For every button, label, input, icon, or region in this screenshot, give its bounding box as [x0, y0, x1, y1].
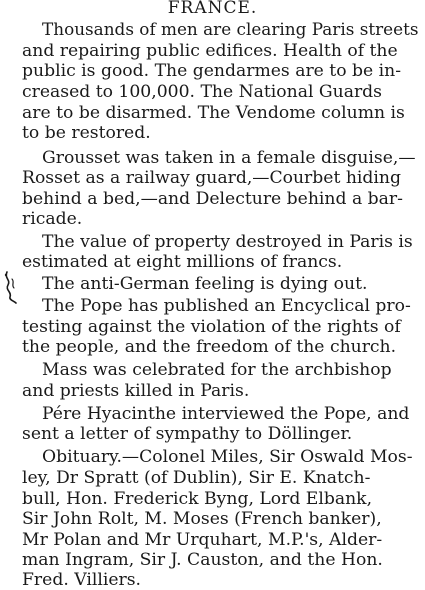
- article-line: bull, Hon. Frederick Byng, Lord Elbank,: [22, 489, 373, 509]
- article-line: the people, and the freedom of the church.: [22, 337, 397, 357]
- article-line: man Ingram, Sir J. Causton, and the Hon.: [22, 550, 383, 570]
- article-line: Rosset as a railway guard,—Courbet hiding: [22, 168, 401, 188]
- article-heading: FRANCE.: [167, 0, 258, 18]
- article-line: are to be disarmed. The Vendome column is: [22, 103, 405, 123]
- article-line: Grousset was taken in a female disguise,—: [42, 148, 416, 168]
- article-line: Mr Polan and Mr Urquhart, M.P.'s, Alder-: [22, 530, 383, 550]
- article-line: behind a bed,—and Delecture behind a bar-: [22, 189, 403, 209]
- article-line: ricade.: [22, 209, 83, 229]
- article-line: The Pope has published an Encyclical pro-: [42, 296, 411, 316]
- article-line: estimated at eight millions of francs.: [22, 252, 343, 272]
- article-line: Pére Hyacinthe interviewed the Pope, and: [42, 404, 410, 424]
- article-line: sent a letter of sympathy to Döllinger.: [22, 424, 353, 444]
- article-line: Sir John Rolt, M. Moses (French banker),: [22, 509, 382, 529]
- article-line: The value of property destroyed in Paris is: [42, 232, 413, 252]
- article-line: Thousands of men are clearing Paris streets: [42, 20, 419, 40]
- ink-mark: [2, 270, 24, 306]
- article-line: Obituary.—Colonel Miles, Sir Oswald Mos-: [42, 447, 413, 467]
- article-line: The anti-German feeling is dying out.: [42, 274, 368, 294]
- article-line: Fred. Villiers.: [22, 570, 142, 590]
- article-line: and priests killed in Paris.: [22, 381, 250, 401]
- article-line: ley, Dr Spratt (of Dublin), Sir E. Knatch-: [22, 468, 371, 488]
- article-line: Mass was celebrated for the archbishop: [42, 360, 392, 380]
- article-line: testing against the violation of the rights of: [22, 317, 401, 337]
- article-line: to be restored.: [22, 123, 151, 143]
- article-line: creased to 100,000. The National Guards: [22, 82, 383, 102]
- article-line: and repairing public edifices. Health of the: [22, 41, 398, 61]
- article-line: public is good. The gendarmes are to be in-: [22, 61, 402, 81]
